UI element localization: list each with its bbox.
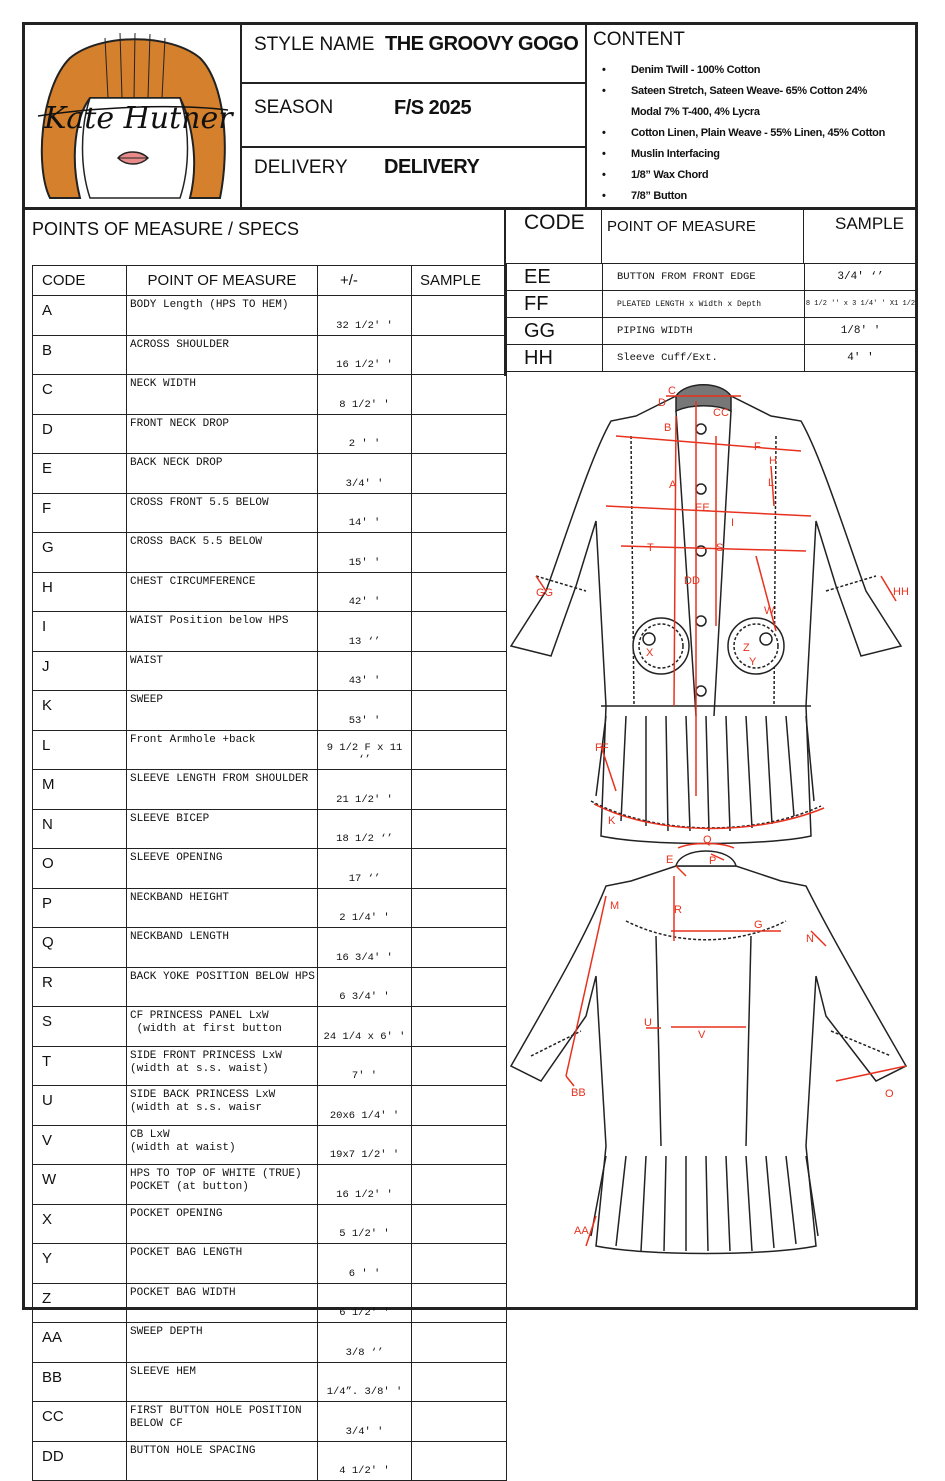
spec-code: K [33,691,127,731]
spec-tolerance-value: 14' ' [318,493,412,533]
callout-BB: BB [571,1087,586,1099]
style-name-value: THE GROOVY GOGO [385,33,579,55]
extra-row [507,318,917,345]
spec-tolerance-value: 42' ' [318,572,412,612]
spec-sample-cell[interactable] [412,1244,507,1284]
header-divider-content [585,22,587,208]
content-title: CONTENT [593,29,685,50]
spec-tolerance-value: 16 3/4' ' [318,928,412,968]
spec-sample-cell[interactable] [412,572,507,612]
spec-row [33,1125,507,1165]
spec-point-of-measure: SIDE BACK PRINCESS LxW (width at s.s. waisr [127,1086,318,1126]
spec-code: O [33,849,127,889]
spec-sample-cell[interactable] [412,849,507,889]
callout-I: I [731,517,735,529]
spec-code: R [33,967,127,1007]
extra-sample-value: 8 1/2 '' x 3 1/4' ' X1 1/2 [805,291,917,318]
spec-code: F [33,493,127,533]
spec-point-of-measure: CROSS FRONT 5.5 BELOW [127,493,318,533]
spec-row [33,1362,507,1402]
callout-V: V [698,1029,706,1041]
spec-sample-cell[interactable] [412,335,507,375]
extra-code: EE [507,264,603,291]
spec-sample-cell[interactable] [412,1046,507,1086]
spec-code: V [33,1125,127,1165]
callout-O: O [885,1088,894,1100]
spec-code: L [33,730,127,770]
extra-divider-2 [803,208,804,264]
spec-tolerance-value: 43' ' [318,651,412,691]
spec-point-of-measure: ACROSS SHOULDER [127,335,318,375]
spec-tolerance-value: 24 1/4 x 6' ' [318,1007,412,1047]
extra-sample-header: SAMPLE [835,214,904,233]
spec-sample-cell[interactable] [412,730,507,770]
extra-sample-value: 4' ' [805,345,917,372]
callout-X: X [646,647,654,659]
spec-sample-cell[interactable] [412,1323,507,1363]
spec-tolerance-value: 3/4' ' [318,1402,412,1442]
spec-sample-cell[interactable] [412,414,507,454]
callout-HH: HH [893,586,909,598]
spec-code: U [33,1086,127,1126]
spec-sample-cell[interactable] [412,1402,507,1442]
spec-point-of-measure: CHEST CIRCUMFERENCE [127,572,318,612]
callout-EE: EE [695,502,710,514]
extra-sample-value: 3/4' ‘’ [805,264,917,291]
spec-sample-cell[interactable] [412,1362,507,1402]
spec-point-of-measure: Front Armhole +back [127,730,318,770]
content-item: • 1/8” Wax Chord [600,165,912,186]
spec-row [33,414,507,454]
spec-point-of-measure: NECKBAND HEIGHT [127,888,318,928]
spec-row [33,1204,507,1244]
callout-B: B [664,422,672,434]
spec-point-of-measure: NECKBAND LENGTH [127,928,318,968]
callout-T: T [647,542,654,554]
spec-row [33,928,507,968]
content-item: • Muslin Interfacing [600,144,912,165]
spec-code: AA [33,1323,127,1363]
spec-row [33,1086,507,1126]
spec-sample-cell[interactable] [412,1165,507,1205]
spec-sample-cell[interactable] [412,1125,507,1165]
spec-row [33,1007,507,1047]
extra-code: FF [507,291,603,318]
spec-code: B [33,335,127,375]
spec-code: D [33,414,127,454]
spec-code: W [33,1165,127,1205]
spec-code: Z [33,1283,127,1323]
spec-point-of-measure: SWEEP DEPTH [127,1323,318,1363]
spec-tolerance-value: 8 1/2' ' [318,375,412,415]
spec-tolerance-value: 17 ‘’ [318,849,412,889]
spec-point-of-measure: POCKET BAG LENGTH [127,1244,318,1284]
style-name-label: STYLE NAME [254,34,375,55]
delivery-label: DELIVERY [254,157,348,178]
spec-row [33,533,507,573]
spec-tolerance-value: 15' ' [318,533,412,573]
header-divider-logo [240,22,242,208]
content-item: • Denim Twill - 100% Cotton [600,60,912,81]
spec-sample-cell[interactable] [412,888,507,928]
spec-row [33,651,507,691]
spec-row [33,967,507,1007]
spec-code: X [33,1204,127,1244]
front-view-drawing [511,385,901,844]
spec-code: C [33,375,127,415]
callout-P: P [709,855,717,867]
spec-point-of-measure: HPS TO TOP OF WHITE (TRUE) POCKET (at button) [127,1165,318,1205]
extra-table [506,263,917,372]
back-view-drawing [511,851,906,1254]
season-value: F/S 2025 [394,97,472,119]
extra-code: GG [507,318,603,345]
spec-sample-cell[interactable] [412,1086,507,1126]
spec-tolerance-value: 9 1/2 F x 11 ‘’ [318,730,412,770]
specs-table [32,265,507,1481]
callout-F: F [754,441,761,453]
callout-L: L [768,477,775,489]
spec-code: Q [33,928,127,968]
spec-row [33,1402,507,1442]
spec-sample-cell[interactable] [412,928,507,968]
spec-point-of-measure: CB LxW (width at waist) [127,1125,318,1165]
callout-FF: FF [595,742,609,754]
callout-K: K [608,815,616,827]
content-list [600,60,912,207]
callout-Z: Z [743,642,750,654]
callout-A: A [669,479,677,491]
spec-tolerance-value: 53' ' [318,691,412,731]
spec-tolerance-value: 19x7 1/2' ' [318,1125,412,1165]
spec-row [33,296,507,336]
spec-tolerance-value: 6 1/2' ' [318,1283,412,1323]
spec-code: S [33,1007,127,1047]
spec-tolerance-value: 1/4”. 3/8' ' [318,1362,412,1402]
spec-code: E [33,454,127,494]
logo-text: Kate Hutner [44,101,233,136]
spec-row [33,849,507,889]
callout-S: S [716,542,724,554]
spec-sample-cell[interactable] [412,967,507,1007]
spec-row [33,454,507,494]
callout-R: R [674,904,682,916]
spec-tolerance-value: 6 3/4' ' [318,967,412,1007]
callout-U: U [644,1017,652,1029]
extra-row [507,291,917,318]
spec-row [33,730,507,770]
spec-sample-cell[interactable] [412,1204,507,1244]
spec-point-of-measure: NECK WIDTH [127,375,318,415]
callout-N: N [806,933,814,945]
spec-point-of-measure: WAIST Position below HPS [127,612,318,652]
spec-row [33,493,507,533]
callout-AA: AA [574,1225,589,1237]
spec-row [33,888,507,928]
extra-code-header: CODE [524,211,585,234]
garment-illustrations [506,376,916,1306]
spec-point-of-measure: POCKET BAG WIDTH [127,1283,318,1323]
spec-code: A [33,296,127,336]
extra-pom-header: POINT OF MEASURE [607,218,756,235]
callout-H: H [769,455,777,467]
specs-title: POINTS OF MEASURE / SPECS [32,219,300,239]
spec-code: M [33,770,127,810]
callout-Y: Y [749,656,757,668]
spec-point-of-measure: SLEEVE HEM [127,1362,318,1402]
spec-code: J [33,651,127,691]
spec-point-of-measure: BACK YOKE POSITION BELOW HPS [127,967,318,1007]
extra-point-of-measure: PIPING WIDTH [603,318,805,345]
spec-point-of-measure: FRONT NECK DROP [127,414,318,454]
spec-code: CC [33,1402,127,1442]
spec-sample-cell[interactable] [412,1441,507,1481]
col-sample-header: SAMPLE [412,266,507,296]
spec-tolerance-value: 4 1/2' ' [318,1441,412,1481]
spec-tolerance-value: 16 1/2' ' [318,335,412,375]
spec-tolerance-value: 32 1/2' ' [318,296,412,336]
spec-sample-cell[interactable] [412,1283,507,1323]
content-item: • Sateen Stretch, Sateen Weave- 65% Cotton 24% [600,81,912,102]
spec-tolerance-value: 21 1/2' ' [318,770,412,810]
spec-point-of-measure: BODY Length (HPS TO HEM) [127,296,318,336]
callout-E: E [666,854,674,866]
col-code-header: CODE [33,266,127,296]
header-bottom-line [22,207,918,210]
spec-point-of-measure: FIRST BUTTON HOLE POSITION BELOW CF [127,1402,318,1442]
specs-header-row [33,266,507,296]
spec-code: DD [33,1441,127,1481]
spec-code: G [33,533,127,573]
brand-logo [30,28,235,203]
callout-D: D [658,397,666,409]
spec-tolerance-value: 3/8 ‘’ [318,1323,412,1363]
spec-tolerance-value: 7' ' [318,1046,412,1086]
extra-row [507,264,917,291]
col-tol-header: +/- [318,266,412,296]
spec-code: P [33,888,127,928]
callout-C: C [668,385,676,397]
extra-point-of-measure: BUTTON FROM FRONT EDGE [603,264,805,291]
spec-row [33,612,507,652]
spec-row [33,335,507,375]
spec-row [33,770,507,810]
extra-sample-value: 1/8' ' [805,318,917,345]
spec-code: I [33,612,127,652]
content-item: Modal 7% T-400, 4% Lycra [631,106,760,118]
spec-sample-cell[interactable] [412,691,507,731]
callout-Q: Q [703,834,712,846]
spec-row [33,691,507,731]
season-label: SEASON [254,97,334,118]
specs-body [33,296,507,1481]
spec-tolerance-value: 16 1/2' ' [318,1165,412,1205]
spec-row [33,375,507,415]
spec-row [33,572,507,612]
spec-code: T [33,1046,127,1086]
content-item: • 7/8” Button [600,186,912,207]
spec-sample-cell[interactable] [412,454,507,494]
spec-point-of-measure: SLEEVE BICEP [127,809,318,849]
spec-point-of-measure: SIDE FRONT PRINCESS LxW (width at s.s. waist) [127,1046,318,1086]
spec-sample-cell[interactable] [412,770,507,810]
spec-point-of-measure: SLEEVE LENGTH FROM SHOULDER [127,770,318,810]
header-row-line-1 [240,82,586,84]
extra-code: HH [507,345,603,372]
spec-sample-cell[interactable] [412,493,507,533]
spec-tolerance-value: 20x6 1/4' ' [318,1086,412,1126]
spec-tolerance-value: 2 1/4' ' [318,888,412,928]
callout-G: G [754,919,763,931]
extra-row [507,345,917,372]
spec-code: H [33,572,127,612]
extra-point-of-measure: Sleeve Cuff/Ext. [603,345,805,372]
delivery-value: DELIVERY [384,156,480,178]
spec-point-of-measure: BACK NECK DROP [127,454,318,494]
spec-row [33,1165,507,1205]
callout-GG: GG [536,587,554,599]
spec-sample-cell[interactable] [412,1007,507,1047]
extra-point-of-measure: PLEATED LENGTH x Width x Depth [603,291,805,318]
spec-point-of-measure: CROSS BACK 5.5 BELOW [127,533,318,573]
spec-point-of-measure: SLEEVE OPENING [127,849,318,889]
content-item: • Cotton Linen, Plain Weave - 55% Linen, 45% Cotton [600,123,912,144]
spec-row [33,1323,507,1363]
spec-tolerance-value: 18 1/2 ‘’ [318,809,412,849]
spec-tolerance-value: 13 ‘’ [318,612,412,652]
col-pom-header: POINT OF MEASURE [127,266,318,296]
header-row-line-2 [240,146,586,148]
spec-sample-cell[interactable] [412,809,507,849]
extra-divider-1 [601,208,602,264]
spec-sample-cell[interactable] [412,296,507,336]
spec-sample-cell[interactable] [412,612,507,652]
spec-tolerance-value: 2 ' ' [318,414,412,454]
spec-point-of-measure: WAIST [127,651,318,691]
callout-W: W [764,605,775,617]
spec-point-of-measure: SWEEP [127,691,318,731]
spec-sample-cell[interactable] [412,375,507,415]
spec-point-of-measure: BUTTON HOLE SPACING [127,1441,318,1481]
extra-body [507,264,917,372]
spec-code: N [33,809,127,849]
spec-row [33,1244,507,1284]
spec-row [33,1441,507,1481]
spec-point-of-measure: CF PRINCESS PANEL LxW (width at first button [127,1007,318,1047]
spec-point-of-measure: POCKET OPENING [127,1204,318,1244]
spec-code: Y [33,1244,127,1284]
spec-row [33,1046,507,1086]
spec-code: BB [33,1362,127,1402]
spec-sample-cell[interactable] [412,533,507,573]
callout-M: M [610,900,620,912]
callout-DD: DD [684,575,700,587]
spec-row [33,809,507,849]
spec-tolerance-value: 3/4' ' [318,454,412,494]
spec-row [33,1283,507,1323]
callout-CC: CC [713,407,729,419]
spec-tolerance-value: 5 1/2' ' [318,1204,412,1244]
spec-sample-cell[interactable] [412,651,507,691]
spec-tolerance-value: 6 ' ' [318,1244,412,1284]
